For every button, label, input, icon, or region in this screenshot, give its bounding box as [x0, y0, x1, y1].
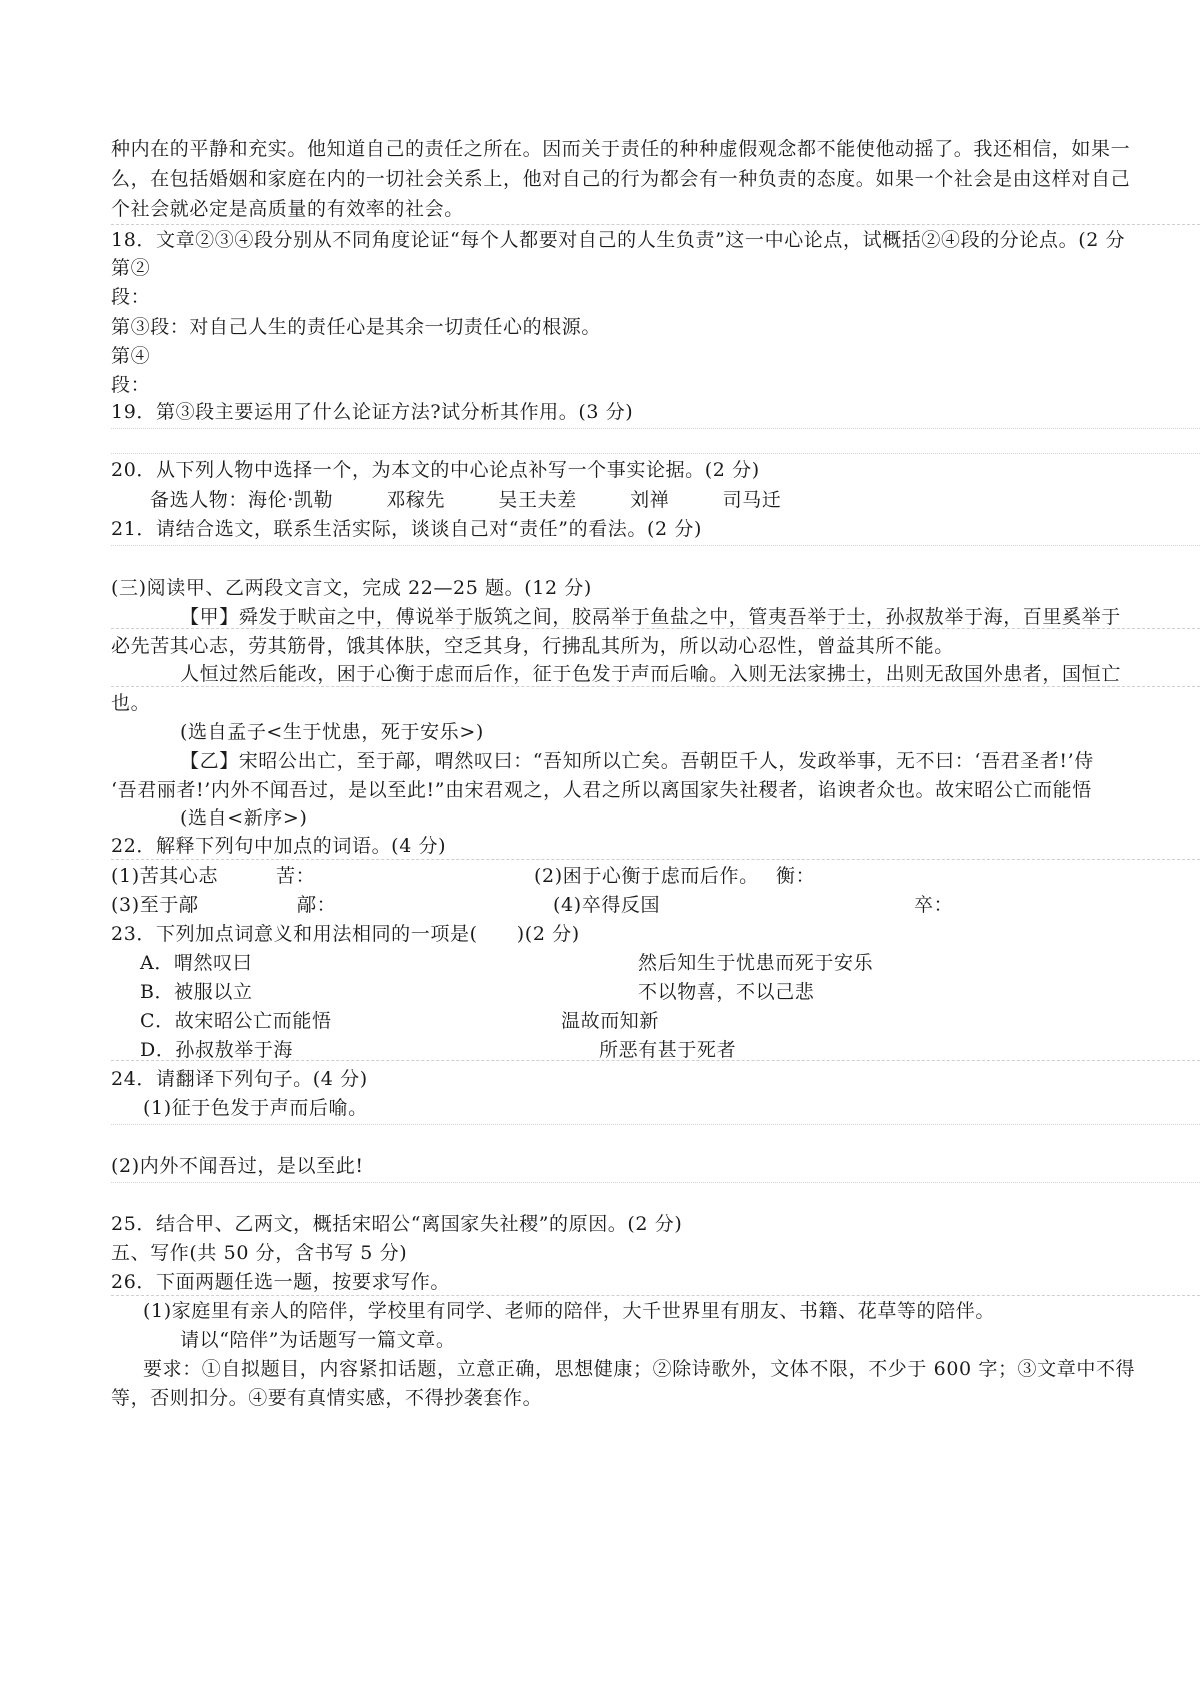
q26-prompt-1: (1)家庭里有亲人的陪伴，学校里有同学、老师的陪伴，大千世界里有朋友、书籍、花草等的陪伴。	[143, 1300, 995, 1322]
separator	[111, 224, 1200, 225]
candidate: 司马迁	[722, 489, 782, 511]
answer-line	[111, 453, 1200, 454]
question-23: 23．下列加点词意义和用法相同的一项是( )(2 分)	[111, 923, 580, 945]
separator	[111, 859, 1200, 860]
q22-item-2-word: 衡：	[776, 865, 816, 887]
q23-option-b-right: 不以物喜，不以己悲	[638, 981, 815, 1003]
question-26: 26．下面两题任选一题，按要求写作。	[111, 1271, 450, 1293]
q18-p2-label: 第②	[111, 257, 151, 279]
answer-line	[111, 1182, 1200, 1183]
q22-item-1-word: 苦：	[276, 865, 316, 887]
q18-p2-label-cont: 段：	[111, 286, 151, 308]
q23-option-d-right: 所恶有甚于死者	[599, 1039, 737, 1061]
separator	[111, 1060, 1200, 1061]
question-22: 22．解释下列句中加点的词语。(4 分)	[111, 835, 447, 857]
jia-source: (选自孟子<生于忧患，死于安乐>)	[180, 721, 484, 743]
q23-option-d-left: D．孙叔敖举于海	[140, 1039, 294, 1061]
jia-text-line: 也。	[111, 692, 151, 714]
question-20: 20．从下列人物中选择一个，为本文的中心论点补写一个事实论据。(2 分)	[111, 459, 760, 481]
q20-candidates	[150, 486, 781, 514]
passage-line: 么，在包括婚姻和家庭在内的一切社会关系上，他对自己的行为都会有一种负责的态度。如果一个社会是由这样对自己	[111, 168, 1131, 190]
yi-text-line: ‘吾君丽者!’内外不闻吾过，是以至此!”由宋君观之，人君之所以离国家失社稷者，谄谀者众也。故宋昭公亡而能悟	[111, 779, 1092, 801]
separator	[111, 686, 1200, 687]
q26-requirements-cont: 等，否则扣分。④要有真情实感，不得抄袭套作。	[111, 1387, 543, 1409]
jia-text-line: 人恒过然后能改，困于心衡于虑而后作，征于色发于声而后喻。入则无法家拂士，出则无敌国外患者，国恒亡	[180, 663, 1121, 685]
q22-item-2: (2)困于心衡于虑而后作。	[534, 865, 759, 887]
q18-p3-answer: 第③段：对自己人生的责任心是其余一切责任心的根源。	[111, 316, 602, 338]
question-18: 18．文章②③④段分别从不同角度论证“每个人都要对自己的人生负责”这一中心论点，试概括②④段的分论点。(2 分	[111, 229, 1126, 251]
answer-line	[111, 545, 1200, 546]
q23-option-c-right: 温故而知新	[561, 1010, 660, 1032]
question-19: 19．第③段主要运用了什么论证方法?试分析其作用。(3 分)	[111, 401, 634, 423]
section-3-heading: (三)阅读甲、乙两段文言文，完成 22—25 题。(12 分)	[111, 577, 592, 599]
q22-item-1: (1)苦其心志	[111, 865, 219, 887]
q26-requirements: 要求：①自拟题目，内容紧扣话题，立意正确，思想健康；②除诗歌外，文体不限，不少于 600 字；③文章中不得	[143, 1358, 1136, 1380]
q18-p4-label-cont: 段：	[111, 374, 151, 396]
q23-option-a-left: A．喟然叹曰	[140, 952, 253, 974]
passage-line: 种内在的平静和充实。他知道自己的责任之所在。因而关于责任的种种虚假观念都不能使他动摇了。我还相信，如果一	[111, 138, 1131, 160]
passage-line: 个社会就必定是高质量的有效率的社会。	[111, 198, 464, 220]
section-5-heading: 五、写作(共 50 分，含书写 5 分)	[111, 1242, 408, 1264]
question-24: 24．请翻译下列句子。(4 分)	[111, 1068, 368, 1090]
q22-item-3-word: 鄗：	[297, 894, 337, 916]
jia-text-line: 【甲】舜发于畎亩之中，傅说举于版筑之间，胶鬲举于鱼盐之中，管夷吾举于士，孙叔敖举于海，百里奚举于	[180, 606, 1121, 628]
q22-item-4-word: 卒：	[914, 894, 954, 916]
q18-p4-label: 第④	[111, 345, 151, 367]
q23-option-c-left: C．故宋昭公亡而能悟	[140, 1010, 332, 1032]
question-25: 25．结合甲、乙两文，概括宋昭公“离国家失社稷”的原因。(2 分)	[111, 1213, 683, 1235]
q22-item-3: (3)至于鄗	[111, 894, 199, 916]
answer-line	[111, 1124, 1200, 1125]
separator	[111, 628, 1200, 629]
candidate: 刘禅	[630, 489, 670, 511]
q24-item-2: (2)内外不闻吾过，是以至此!	[111, 1155, 364, 1177]
q20-candidates-label: 备选人物：海伦·凯勒	[150, 489, 334, 511]
q23-option-a-right: 然后知生于忧患而死于安乐	[638, 952, 874, 974]
yi-text-line: 【乙】宋昭公出亡，至于鄗，喟然叹曰：“吾知所以亡矣。吾朝臣千人，发政举事，无不曰：‘吾君圣者!’侍	[180, 750, 1094, 772]
q24-item-1: (1)征于色发于声而后喻。	[143, 1097, 368, 1119]
question-21: 21．请结合选文，联系生活实际，谈谈自己对“责任”的看法。(2 分)	[111, 518, 702, 540]
separator	[111, 1295, 1200, 1296]
q26-prompt-1-task: 请以“陪伴”为话题写一篇文章。	[180, 1329, 456, 1351]
candidate: 吴王夫差	[498, 489, 577, 511]
yi-source: (选自<新序>)	[180, 807, 308, 829]
answer-line	[111, 428, 1200, 429]
jia-text-line: 必先苦其心志，劳其筋骨，饿其体肤，空乏其身，行拂乱其所为，所以动心忍性，曾益其所不能。	[111, 635, 954, 657]
q22-item-4: (4)卒得反国	[553, 894, 661, 916]
q23-option-b-left: B．被服以立	[140, 981, 253, 1003]
candidate: 邓稼先	[386, 489, 446, 511]
